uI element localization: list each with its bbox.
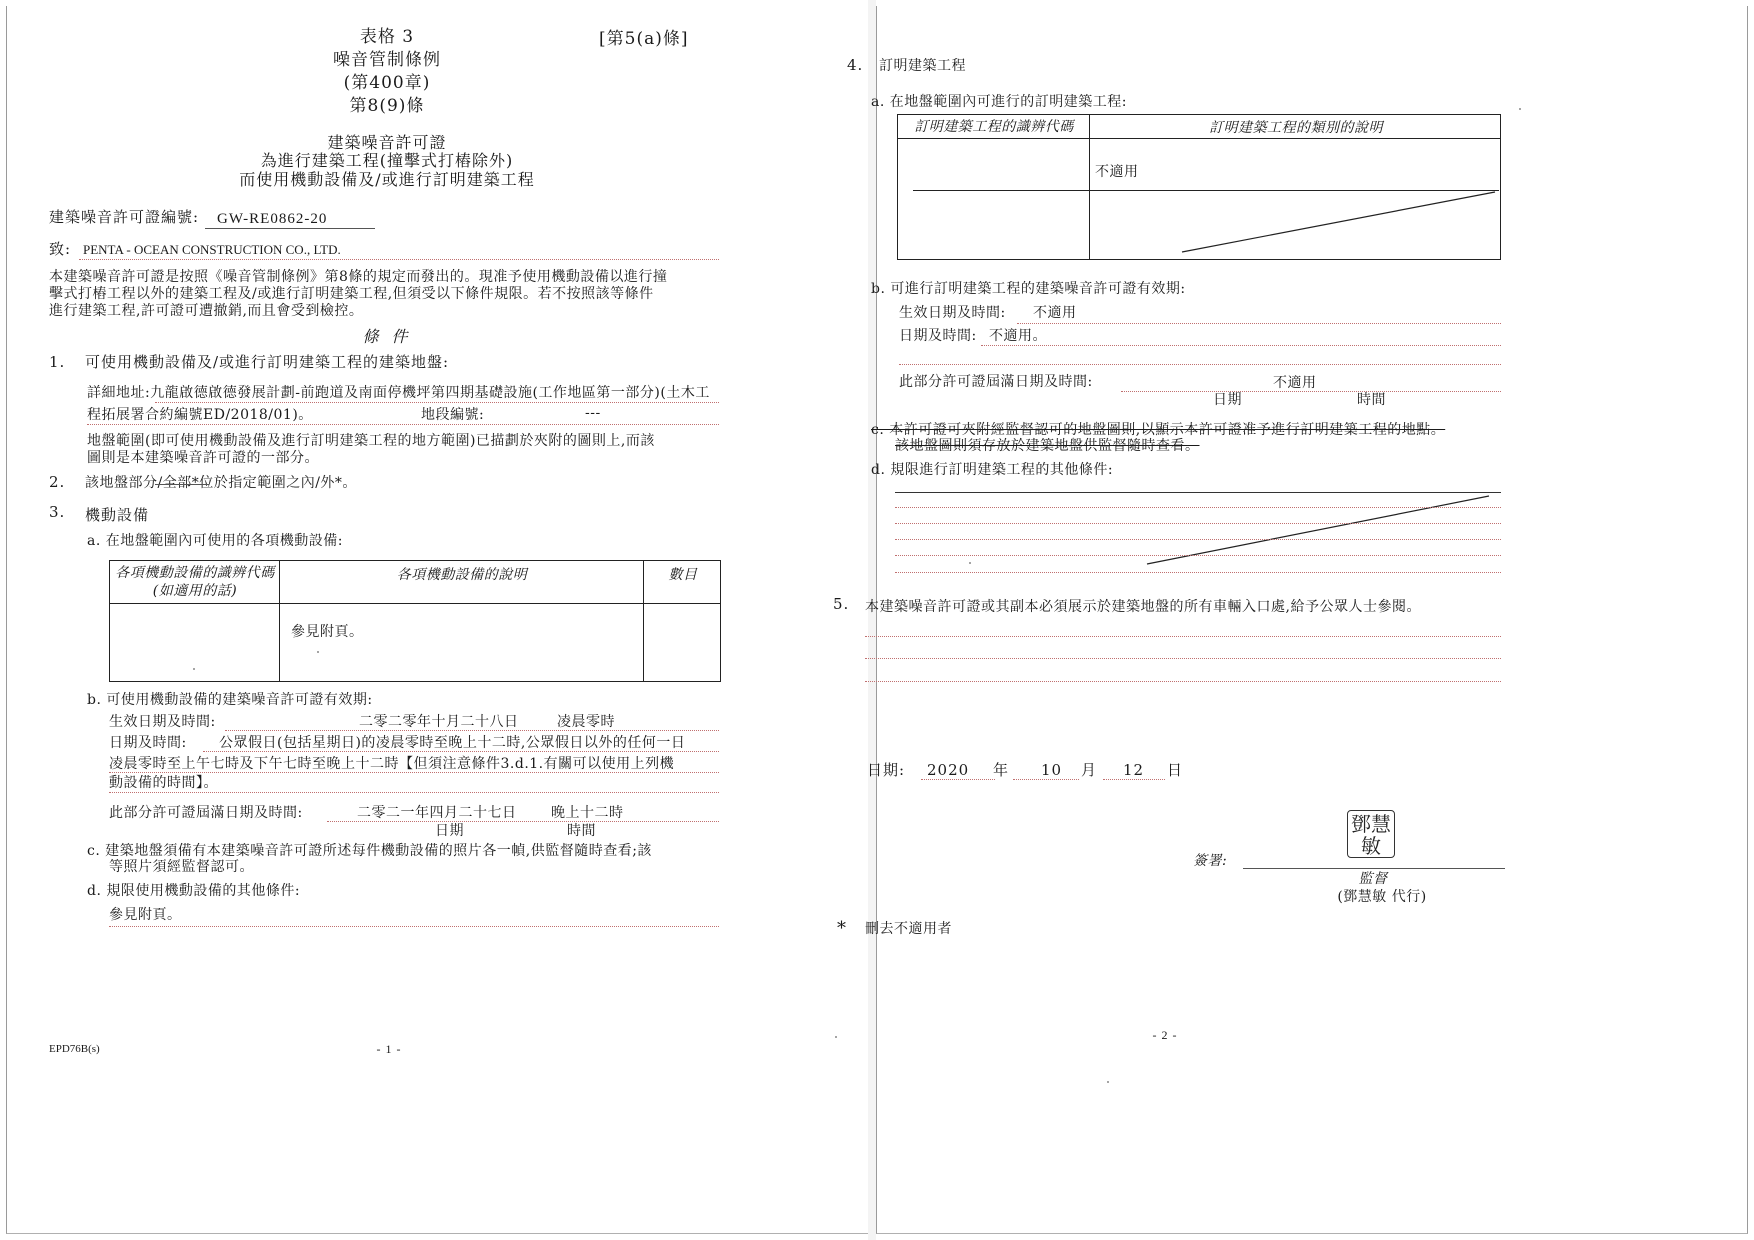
table-divider	[643, 560, 644, 682]
rule-line	[79, 259, 719, 260]
speck	[317, 651, 319, 653]
rule-line	[865, 681, 1501, 682]
rule-line	[1017, 323, 1501, 324]
rule-line	[895, 523, 1501, 524]
equipment-description-header: 各項機動設備的說明	[396, 567, 528, 583]
permit-title: 建築噪音許可證	[327, 133, 447, 152]
rule-line	[895, 572, 1501, 573]
site-scope-line-2: 圖則是本建築噪音許可證的一部分。	[87, 450, 319, 466]
document-page-1	[6, 6, 868, 1234]
speck	[1519, 108, 1521, 110]
condition-3c-line-2: 等照片須經監督認可。	[109, 859, 254, 875]
equipment-datetime-line-3: 動設備的時間】。	[109, 775, 218, 791]
date-caption: 日期	[435, 823, 464, 839]
year-character: 年	[993, 761, 1010, 779]
condition-4-number: 4.	[847, 56, 864, 74]
speck	[835, 1036, 837, 1038]
work-datetime-label: 日期及時間:	[899, 328, 977, 344]
rule-line	[109, 926, 719, 927]
time-caption: 時間	[567, 823, 596, 839]
intro-line-3: 進行建築工程,許可證可遭撤銷,而且會受到檢控。	[49, 303, 364, 319]
work-description-header: 訂明建築工程的類別的說明	[1209, 120, 1383, 136]
regulation-reference: [第5(a)條]	[599, 29, 689, 49]
speck	[193, 668, 195, 670]
condition-4d-text: d. 規限進行訂明建築工程的其他條件:	[871, 462, 1114, 478]
work-description-cell: 不適用	[1095, 164, 1139, 180]
rule-line	[225, 730, 719, 731]
section-number: 第8(9)條	[349, 96, 425, 116]
rule-line	[895, 492, 1501, 493]
lot-number-value: ---	[585, 405, 601, 421]
condition-3-number: 3.	[49, 503, 66, 521]
equipment-datetime-label: 日期及時間:	[109, 735, 187, 751]
page-number-2: - 2 -	[1152, 1028, 1178, 1042]
lot-number-label: 地段編號:	[421, 407, 485, 423]
work-expiry-value: 不適用	[1273, 375, 1317, 391]
conditions-heading: 條 件	[362, 327, 412, 346]
equipment-effective-date: 二零二零年十月二十八日	[359, 714, 519, 730]
equipment-expiry-label: 此部分許可證屆滿日期及時間:	[109, 805, 303, 821]
work-time-caption: 時間	[1357, 392, 1386, 408]
site-address-line-1: 詳細地址:九龍啟德啟德發展計劃-前跑道及南面停機坪第四期基礎設施(工作地區第一部分)(土木工	[87, 385, 710, 401]
permit-subtitle: 為進行建築工程(撞擊式打樁除外)	[260, 151, 514, 170]
rule-line	[109, 792, 719, 793]
page-number-1: - 1 -	[376, 1042, 402, 1056]
condition-2-text: 該地盤部分/全部*位於指定範圍之內/外*。	[85, 475, 357, 491]
issue-month: 10	[1041, 761, 1063, 779]
work-expiry-label: 此部分許可證屆滿日期及時間:	[899, 374, 1093, 390]
speck	[969, 562, 971, 564]
equipment-datetime-line-2: 凌晨零時至上午七時及下午七時至晚上十二時【但須注意條件3.d.1.有關可以使用上列機	[109, 756, 675, 772]
signature-label: 簽署:	[1193, 853, 1228, 869]
condition-4a-text: a. 在地盤範圍內可進行的訂明建築工程:	[871, 94, 1127, 110]
rule-line	[895, 507, 1501, 508]
issue-year: 2020	[927, 761, 970, 779]
rule-line	[895, 539, 1501, 540]
table-divider	[279, 560, 280, 682]
condition-2-number: 2.	[49, 473, 66, 491]
equipment-code-header: 各項機動設備的識辨代碼	[115, 565, 275, 581]
site-scope-line-1: 地盤範圍(即可使用機動設備及進行訂明建築工程的地方範圍)已描劃於夾附的圖則上,而該	[87, 433, 655, 449]
form-code: EPD76B(s)	[49, 1043, 100, 1055]
equipment-description-cell: 參見附頁。	[291, 624, 364, 640]
equipment-code-header-note: (如適用的話)	[152, 583, 238, 599]
condition-3a-text: a. 在地盤範圍內可使用的各項機動設備:	[87, 533, 343, 549]
signature-line	[1243, 868, 1505, 869]
footnote-asterisk: *	[837, 918, 847, 939]
permit-subtitle-2: 而使用機動設備及/或進行訂明建築工程	[239, 170, 535, 189]
condition-3b-text: b. 可使用機動設備的建築噪音許可證有效期:	[87, 692, 373, 708]
table-strikethrough-line	[877, 6, 1749, 1234]
rule-line	[87, 424, 719, 425]
equipment-effective-label: 生效日期及時間:	[109, 714, 216, 730]
rule-line	[981, 345, 1501, 346]
recipient-label: 致:	[49, 240, 72, 258]
issue-day: 12	[1123, 761, 1145, 779]
condition-4c-line-1: c. 本許可證可夾附經監督認可的地盤圖則,以顯示本許可證准予進行訂明建築工程的地點。	[871, 422, 1446, 438]
condition-4c-line-2: 該地盤圖則須存放於建築地盤供監督隨時查看。	[895, 438, 1200, 454]
condition-3-title: 機動設備	[85, 506, 150, 524]
month-character: 月	[1081, 761, 1098, 779]
equipment-effective-time: 凌晨零時	[557, 714, 615, 730]
condition-4-title: 訂明建築工程	[879, 58, 966, 74]
speck	[1107, 1081, 1109, 1083]
rule-line	[203, 751, 719, 752]
rule-line	[1103, 779, 1165, 780]
day-character: 日	[1167, 761, 1184, 779]
work-code-header: 訂明建築工程的識辨代碼	[914, 119, 1074, 135]
permit-number: GW-RE0862-20	[217, 211, 328, 227]
condition-1-number: 1.	[49, 353, 66, 371]
strike-mark	[155, 484, 209, 485]
condition-5-text: 本建築噪音許可證或其副本必須展示於建築地盤的所有車輛入口處,給予公眾人士參閱。	[865, 599, 1421, 615]
work-date-caption: 日期	[1213, 392, 1242, 408]
condition-3c-line-1: c. 建築地盤須備有本建築噪音許可證所述每件機動設備的照片各一幀,供監督隨時查看;該	[87, 843, 652, 859]
condition-3d-value: 參見附頁。	[109, 907, 182, 923]
rule-line	[865, 658, 1501, 659]
table-divider	[109, 603, 721, 604]
work-datetime-value: 不適用。	[989, 328, 1047, 344]
rule-line	[899, 364, 1501, 365]
official-seal-stamp	[1347, 810, 1395, 858]
ordinance-name: 噪音管制條例	[333, 50, 441, 70]
condition-3d-text: d. 規限使用機動設備的其他條件:	[87, 883, 301, 899]
intro-line-1: 本建築噪音許可證是按照《噪音管制條例》第8條的規定而發出的。現准予使用機動設備以進行撞	[49, 269, 668, 285]
work-effective-label: 生效日期及時間:	[899, 305, 1006, 321]
rule-line	[109, 772, 719, 773]
condition-5-number: 5.	[833, 595, 850, 613]
rule-line	[865, 636, 1501, 637]
rule-line	[327, 821, 719, 822]
permit-number-underline	[205, 228, 375, 229]
equipment-quantity-header: 數目	[668, 567, 698, 583]
rule-line	[155, 402, 719, 403]
site-address-line-2: 程拓展署合約編號ED/2018/01)。	[87, 407, 313, 423]
condition-4b-text: b. 可進行訂明建築工程的建築噪音許可證有效期:	[871, 281, 1186, 297]
rule-line	[1121, 391, 1501, 392]
signed-on-behalf: (鄧慧敏 代行)	[1337, 889, 1427, 905]
equipment-datetime-line-1: 公眾假日(包括星期日)的凌晨零時至晚上十二時,公眾假日以外的任何一日	[219, 735, 686, 751]
permit-number-label: 建築噪音許可證編號:	[49, 208, 200, 226]
issue-date-label: 日期:	[867, 761, 906, 779]
recipient-name: PENTA - OCEAN CONSTRUCTION CO., LTD.	[83, 242, 341, 257]
footnote-text: 刪去不適用者	[865, 921, 952, 937]
form-number: 表格 3	[359, 27, 415, 47]
seal-text: 鄧慧敏	[1351, 812, 1391, 858]
rule-line	[895, 555, 1501, 556]
work-effective-value: 不適用	[1033, 305, 1077, 321]
rule-line	[1013, 779, 1079, 780]
document-page-2	[833, 6, 1748, 1234]
authority-title: 監督	[1358, 871, 1388, 887]
equipment-expiry-time: 晚上十二時	[551, 805, 624, 821]
chapter-number: (第400章)	[343, 73, 431, 93]
equipment-expiry-date: 二零二一年四月二十七日	[357, 805, 517, 821]
rule-line	[921, 779, 995, 780]
intro-line-2: 擊式打樁工程以外的建築工程及/或進行訂明建築工程,但須受以下條件規限。若不按照該等條件	[49, 286, 654, 302]
condition-1-text: 可使用機動設備及/或進行訂明建築工程的建築地盤:	[85, 353, 450, 371]
page-gutter	[868, 0, 876, 1240]
